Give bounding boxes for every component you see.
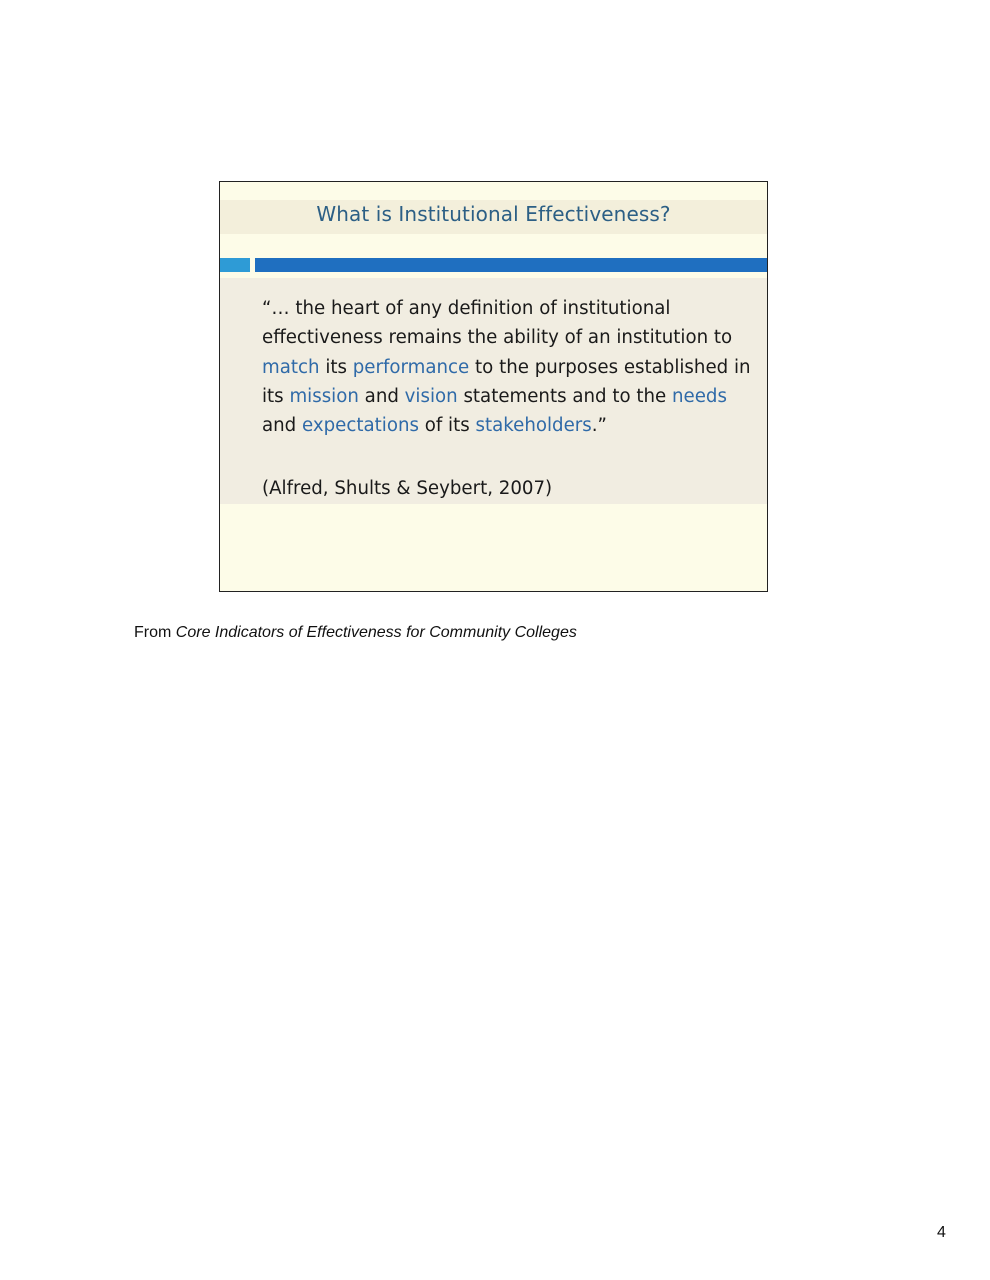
slide-image	[219, 181, 768, 592]
slide-title: What is Institutional Effectiveness?	[316, 202, 671, 226]
quote-highlight-word: stakeholders	[475, 415, 592, 437]
quote-text: to the purposes established in its	[262, 356, 751, 407]
caption-source-title: Core Indicators of Effectiveness for Community Colleges	[175, 624, 577, 641]
accent-bar-short	[220, 258, 250, 272]
quote-text: and	[262, 415, 302, 437]
quote-text: its	[319, 356, 353, 378]
quote-text: .”	[591, 415, 607, 437]
quote-text: of its	[418, 415, 476, 437]
caption	[134, 624, 577, 642]
quote-highlight-word: performance	[352, 356, 470, 378]
slide-citation: (Alfred, Shults & Seybert, 2007)	[262, 478, 553, 499]
quote-text: statements and to the	[457, 385, 673, 407]
quote-highlight-word: match	[262, 356, 320, 378]
quote-highlight-word: vision	[404, 385, 458, 407]
quote-highlight-word: mission	[289, 385, 359, 407]
slide-quote	[262, 294, 752, 440]
quote-highlight-word: needs	[672, 385, 727, 407]
caption-prefix: From	[134, 624, 176, 641]
quote-highlight-word: expectations	[302, 415, 419, 437]
quote-text: “… the heart of any definition of institutional effectiveness remains the ability of an institution to	[262, 298, 733, 349]
page-number: 4	[937, 1224, 946, 1241]
quote-text: and	[358, 385, 405, 407]
accent-bar-long	[255, 258, 767, 272]
